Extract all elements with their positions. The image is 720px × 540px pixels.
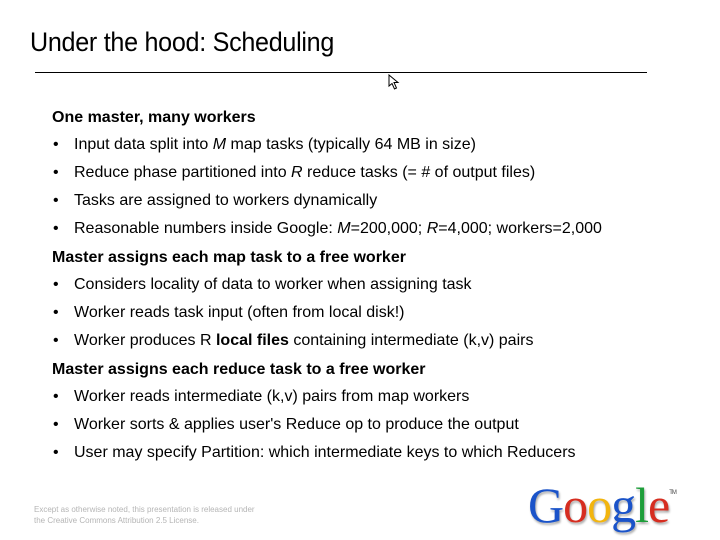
title-divider [35,72,647,73]
bullet-list-master-workers [52,135,672,239]
bullet-text: Reduce phase partitioned into R reduce tasks (= # of output files) [74,164,536,181]
bullet-text: Input data split into M map tasks (typically 64 MB in size) [74,136,476,153]
bullet-icon: • [53,444,59,461]
bullet-icon: • [53,304,59,321]
bullet-icon: • [53,192,59,209]
bullet-text: User may specify Partition: which intermediate keys to which Reducers [74,444,576,461]
slide-body [52,107,672,471]
list-item [52,219,672,239]
list-item [52,415,672,435]
bullet-list-reduce-task [52,387,672,463]
bullet-list-map-task [52,275,672,351]
bullet-text: Reasonable numbers inside Google: M=200,000; R=4,000; workers=2,000 [74,220,602,237]
bullet-icon: • [53,276,59,293]
bullet-text: Worker reads intermediate (k,v) pairs from map workers [74,388,470,405]
list-item [52,191,672,211]
list-item [52,331,672,351]
list-item [52,275,672,295]
section-heading-map-task: Master assigns each map task to a free worker [52,249,406,266]
license-footer: Except as otherwise noted, this presentation is released under the Creative Commons Attribution 2.5 License. [34,505,255,525]
bullet-text: Worker produces R local files containing intermediate (k,v) pairs [74,332,534,349]
bullet-text: Tasks are assigned to workers dynamically [74,192,378,209]
list-item [52,443,672,463]
bullet-icon: • [53,388,59,405]
list-item [52,387,672,407]
list-item [52,135,672,155]
list-item [52,163,672,183]
trademark-mark: TM [669,490,676,496]
slide-title: Under the hood: Scheduling [30,27,335,57]
bullet-icon: • [53,416,59,433]
section-heading-reduce-task: Master assigns each reduce task to a free worker [52,361,426,378]
logo-wordmark: Google [528,477,670,533]
bullet-icon: • [53,164,59,181]
bullet-text: Worker sorts & applies user's Reduce op to produce the output [74,416,519,433]
bullet-text: Considers locality of data to worker when assigning task [74,276,472,293]
bullet-icon: • [53,332,59,349]
bullet-icon: • [53,136,59,153]
bullet-icon: • [53,220,59,237]
list-item [52,303,672,323]
google-logo [528,476,676,534]
mouse-pointer-icon [388,74,400,90]
section-heading-master-workers: One master, many workers [52,109,256,126]
bullet-text: Worker reads task input (often from local disk!) [74,304,405,321]
